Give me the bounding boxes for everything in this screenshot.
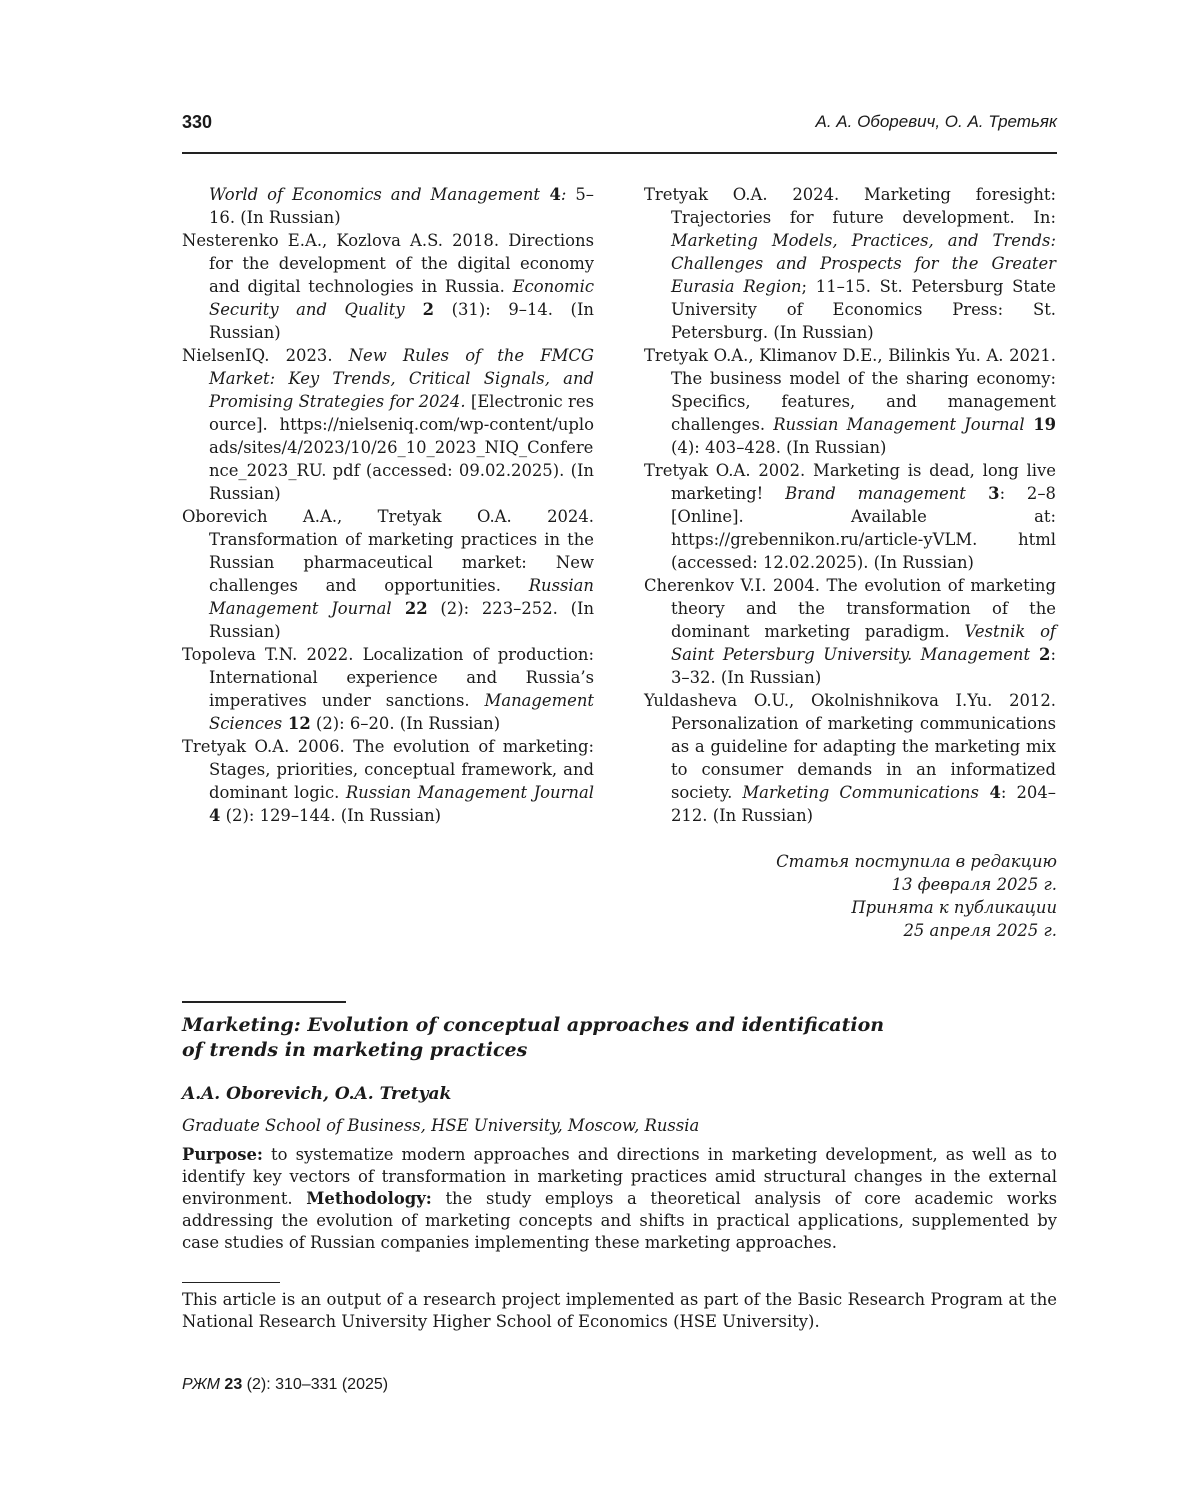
footnote: This article is an output of a research project implemented as part of the Basic Research Program at the National Research University Higher School of Economics (HSE University). [182,1290,1057,1331]
purpose-label: Purpose: [182,1145,263,1164]
page-number: 330 [182,112,213,132]
reference-item: Tretyak O.A., Klimanov D.E., Bilinkis Yu. A. 2021. The business model of the sharing economy: Specifics, features, and management challenges. Russian Management Journal 19 (4): 403–428. (In Russian) [644,346,1056,457]
references-left-column [182,183,594,827]
footnote-divider [182,1282,280,1283]
header-divider [182,152,1057,154]
reference-item: Nesterenko E.A., Kozlova A.S. 2018. Directions for the development of the digital economy and digital technologies in Russia. Economic Security and Quality 2 (31): 9–14. (In Russian) [182,231,594,342]
article-authors: A.A. Oborevich, O.A. Tretyak [182,1084,452,1104]
reference-item: NielsenIQ. 2023. New Rules of the FMCG Market: Key Trends, Critical Signals, and Promising Strategies for 2024. [Electronic resource]. https://nielseniq.com/wp-content/uploads/sites/4/2023/10/26_10_2023_NIQ_Conference_2023_RU. pdf (accessed: 09.02.2025). (In Russian) [182,346,595,503]
methodology-label: Methodology: [306,1189,432,1208]
journal-abbr: РЖМ [182,1376,220,1393]
references-right-column [644,183,1056,827]
article-title: Marketing: Evolution of conceptual approaches and identification of trends in marketing practices [182,1014,885,1061]
journal-footer [182,1376,388,1394]
section-divider [182,1001,346,1003]
article-affiliation: Graduate School of Business, HSE University, Moscow, Russia [182,1116,700,1135]
abstract: Purpose: to systematize modern approaches and directions in marketing development, as well as to identify key vectors of transformation in marketing practices amid structural changes in the external environment. Methodology: the study employs a theoretical analysis of core academic works addressing the evolution of marketing concepts and shifts in practical applications, supplemented by case studies of Russian companies implementing these marketing approaches. [182,1145,1057,1252]
reference-item: World of Economics and Management 4: 5–16. (In Russian) [209,185,594,227]
reference-item: Topoleva T.N. 2022. Localization of production: International experience and Russia’s imperatives under sanctions. Management Sciences 12 (2): 6–20. (In Russian) [182,645,594,733]
reference-item: Oborevich A.A., Tretyak O.A. 2024. Transformation of marketing practices in the Russian pharmaceutical market: New challenges and opportunities. Russian Management Journal 22 (2): 223–252. (In Russian) [182,507,595,641]
received-date: 13 февраля 2025 г. [891,875,1057,894]
received-dates [776,850,1057,942]
journal-volume: 23 [224,1376,243,1393]
journal-issue: (2): 310–331 (2025) [242,1376,389,1393]
reference-item: Yuldasheva O.U., Okolnishnikova I.Yu. 2012. Personalization of marketing communications as a guideline for adapting the marketing mix to consumer demands in an informatized society. Marketing Communications 4: 204–212. (In Russian) [644,691,1056,825]
reference-item: Cherenkov V.I. 2004. The evolution of marketing theory and the transformation of the dominant marketing paradigm. Vestnik of Saint Petersburg University. Management 2: 3–32. (In Russian) [644,576,1057,687]
running-head: А. А. Оборевич, О. А. Третьяк [815,112,1057,131]
accepted-date: 25 апреля 2025 г. [903,921,1057,940]
page-header [182,112,1057,142]
received-line: Статья поступила в редакцию [776,852,1057,871]
accepted-line: Принята к публикации [851,898,1057,917]
reference-item: Tretyak O.A. 2006. The evolution of marketing: Stages, priorities, conceptual framework, and dominant logic. Russian Management Journal 4 (2): 129–144. (In Russian) [182,737,594,825]
reference-item: Tretyak O.A. 2024. Marketing foresight: Trajectories for future development. In: Marketing Models, Practices, and Trends: Challenges and Prospects for the Greater Eurasia Region; 11–15. St. Petersburg State University of Economics Press: St. Petersburg. (In Russian) [644,185,1056,342]
reference-item: Tretyak O.A. 2002. Marketing is dead, long live marketing! Brand management 3: 2–8 [Online]. Available at: https://grebennikon.ru/article-yVLM. html (accessed: 12.02.2025). (In Russian) [644,461,1056,572]
